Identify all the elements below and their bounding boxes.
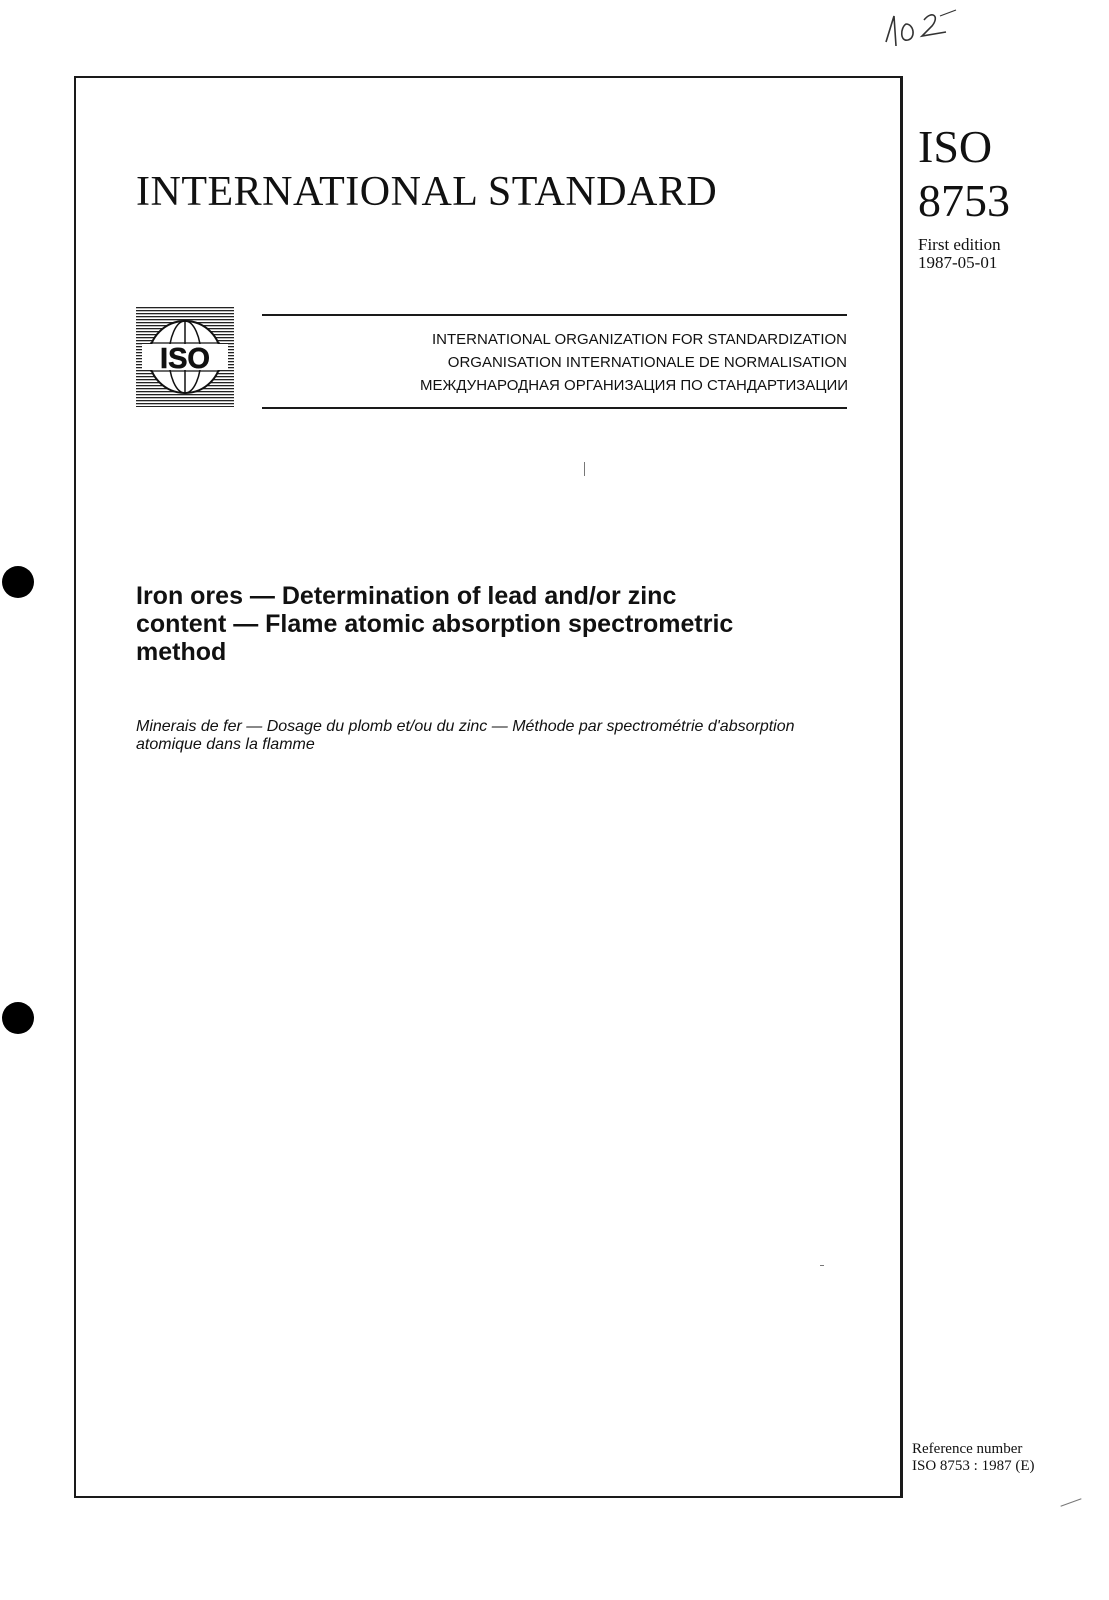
edition-label: First edition	[918, 235, 1001, 254]
org-name-english: INTERNATIONAL ORGANIZATION FOR STANDARDIZATION	[431, 331, 847, 348]
edition-date: 1987-05-01	[918, 253, 998, 272]
french-title-line: Minerais de fer — Dosage du plomb et/ou du zinc — Méthode par spectrométrie d'absorption	[136, 718, 795, 735]
scan-speck	[820, 1265, 824, 1266]
standard-type-title: INTERNATIONAL STANDARD	[136, 169, 718, 215]
org-name-french: ORGANISATION INTERNATIONALE DE NORMALISATION	[447, 354, 847, 371]
punch-hole	[2, 1002, 34, 1034]
document-title-line: method	[136, 638, 227, 666]
document-title-line: Iron ores — Determination of lead and/or zinc	[136, 582, 677, 610]
reference-label: Reference number	[912, 1441, 1023, 1457]
iso-globe-logo-icon	[136, 307, 234, 407]
handwritten-annotation	[880, 2, 970, 52]
french-title-line: atomique dans la flamme	[136, 736, 315, 753]
punch-hole	[2, 566, 34, 598]
document-title-line: content — Flame atomic absorption spectrometric	[136, 610, 734, 638]
organization-names	[420, 328, 847, 397]
document-title	[136, 582, 856, 666]
scan-speck	[584, 462, 585, 476]
org-rule-bottom	[262, 407, 847, 409]
page-border-frame	[74, 76, 903, 1498]
scan-speck	[1060, 1498, 1081, 1506]
iso-number: 8753	[918, 175, 1010, 226]
org-name-russian: МЕЖДУНАРОДНАЯ ОРГАНИЗАЦИЯ ПО СТАНДАРТИЗАЦИИ	[420, 377, 849, 394]
org-rule-top	[262, 314, 847, 316]
french-title	[136, 718, 896, 754]
iso-code: ISO	[918, 121, 993, 172]
logo-text: ISO	[160, 343, 210, 375]
reference-number: ISO 8753 : 1987 (E)	[912, 1458, 1035, 1474]
